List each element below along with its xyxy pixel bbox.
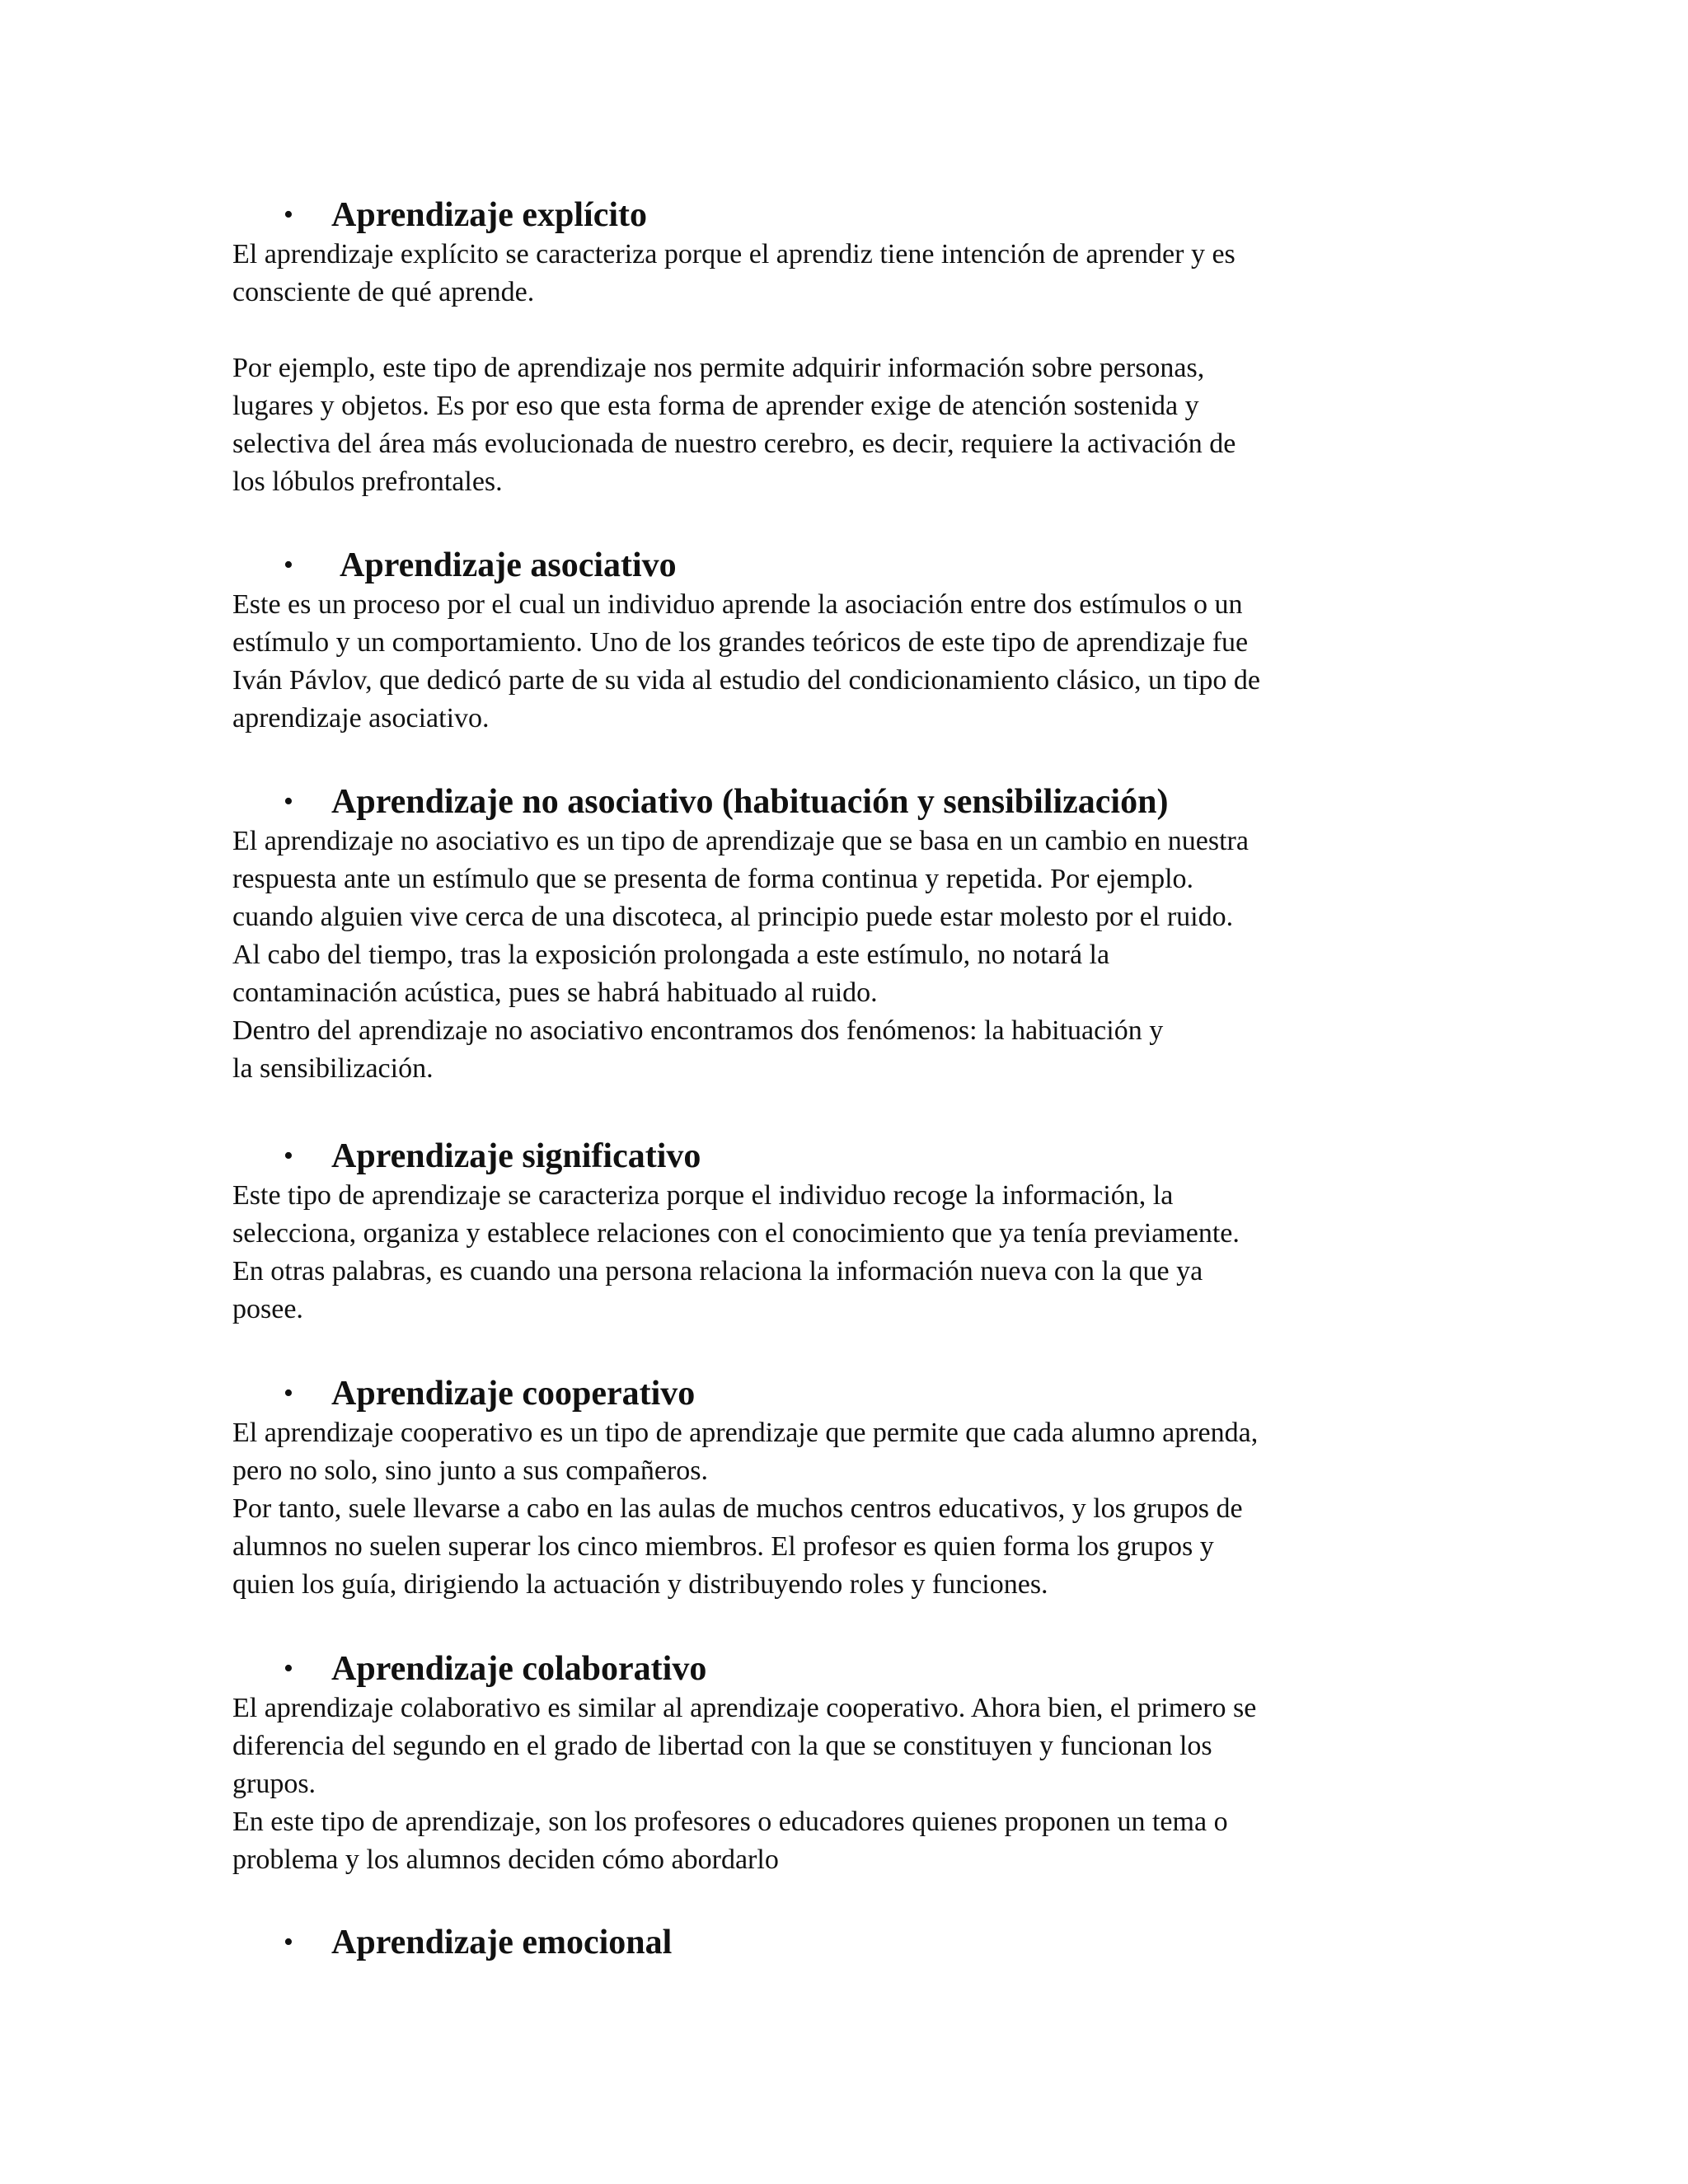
heading-text: Aprendizaje colaborativo — [331, 1650, 707, 1688]
bullet-icon: • — [284, 550, 293, 580]
section-heading — [232, 194, 1469, 236]
heading-text: Aprendizaje significativo — [331, 1137, 701, 1175]
bullet-icon: • — [284, 1653, 293, 1684]
section-heading — [232, 545, 1469, 586]
heading-text: Aprendizaje explícito — [331, 196, 648, 234]
section-aprendizaje-explicito — [232, 194, 1469, 501]
bullet-icon: • — [284, 1927, 293, 1957]
section-heading — [232, 1648, 1469, 1690]
heading-text: Aprendizaje asociativo — [340, 546, 677, 584]
paragraph: El aprendizaje colaborativo es similar al aprendizaje cooperativo. Ahora bien, el primero se diferencia del segundo en el grado de libertad con la que se constituyen y funcionan los grupos. En este tipo de aprendizaje, son los profesores o educadores quienes proponen un tema o problema y los alumnos deciden cómo abordarlo — [232, 1693, 1257, 1875]
bullet-icon: • — [284, 1378, 293, 1408]
section-aprendizaje-emocional — [232, 1922, 1469, 1963]
section-heading — [232, 1136, 1469, 1177]
bullet-icon: • — [284, 786, 293, 817]
section-heading — [232, 1922, 1469, 1963]
heading-text: Aprendizaje emocional — [331, 1924, 673, 1961]
paragraph: Este tipo de aprendizaje se caracteriza porque el individuo recoge la información, la selecciona, organiza y establece relaciones con el conocimiento que ya tenía previamente. En otras palabras, es cuando una persona relaciona la información nueva con la que ya posee. — [232, 1180, 1240, 1324]
section-aprendizaje-cooperativo — [232, 1373, 1469, 1604]
section-aprendizaje-asociativo — [232, 545, 1469, 738]
section-aprendizaje-colaborativo — [232, 1648, 1469, 1879]
paragraph: Por ejemplo, este tipo de aprendizaje nos permite adquirir información sobre personas, lugares y objetos. Es por eso que esta forma de aprender exige de atención sostenida y selectiva del área más evolucionada de nuestro cerebro, es decir, requiere la activación de los lóbulos prefrontales. — [232, 353, 1236, 497]
heading-text: Aprendizaje cooperativo — [331, 1375, 696, 1413]
paragraph: Este es un proceso por el cual un individuo aprende la asociación entre dos estímulos o un estímulo y un comportamiento. Uno de los grandes teóricos de este tipo de aprendizaje fue Iván Pávlov, que dedicó parte de su vida al estudio del condicionamiento clásico, un tipo de aprendizaje asociativo. — [232, 589, 1260, 733]
section-aprendizaje-no-asociativo — [232, 781, 1469, 1088]
section-aprendizaje-significativo — [232, 1136, 1469, 1329]
bullet-icon: • — [284, 1141, 293, 1171]
bullet-icon: • — [284, 199, 293, 230]
heading-text: Aprendizaje no asociativo (habituación y sensibilización) — [331, 783, 1169, 821]
section-heading — [232, 1373, 1469, 1414]
paragraph: El aprendizaje no asociativo es un tipo de aprendizaje que se basa en un cambio en nuestra respuesta ante un estímulo que se presenta de forma continua y repetida. Por ejemplo. cuando alguien vive cerca de una discoteca, al principio puede estar molesto por el ruido. Al cabo del tiempo, tras la exposición prolongada a este estímulo, no notará la contaminación acústica, pues se habrá habituado al ruido. Dentro del aprendizaje no asociativo encontramos dos fenómenos: la habituación y la sensibilización. — [232, 826, 1249, 1084]
paragraph: El aprendizaje explícito se caracteriza porque el aprendiz tiene intención de aprender y es consciente de qué aprende. — [232, 239, 1236, 307]
paragraph: El aprendizaje cooperativo es un tipo de aprendizaje que permite que cada alumno aprenda, pero no solo, sino junto a sus compañeros. Por tanto, suele llevarse a cabo en las aulas de muchos centros educativos, y los grupos de alumnos no suelen superar los cinco miembros. El profesor es quien forma los grupos y quien los guía, dirigiendo la actuación y distribuyendo roles y funciones. — [232, 1418, 1259, 1600]
section-heading — [232, 781, 1469, 823]
